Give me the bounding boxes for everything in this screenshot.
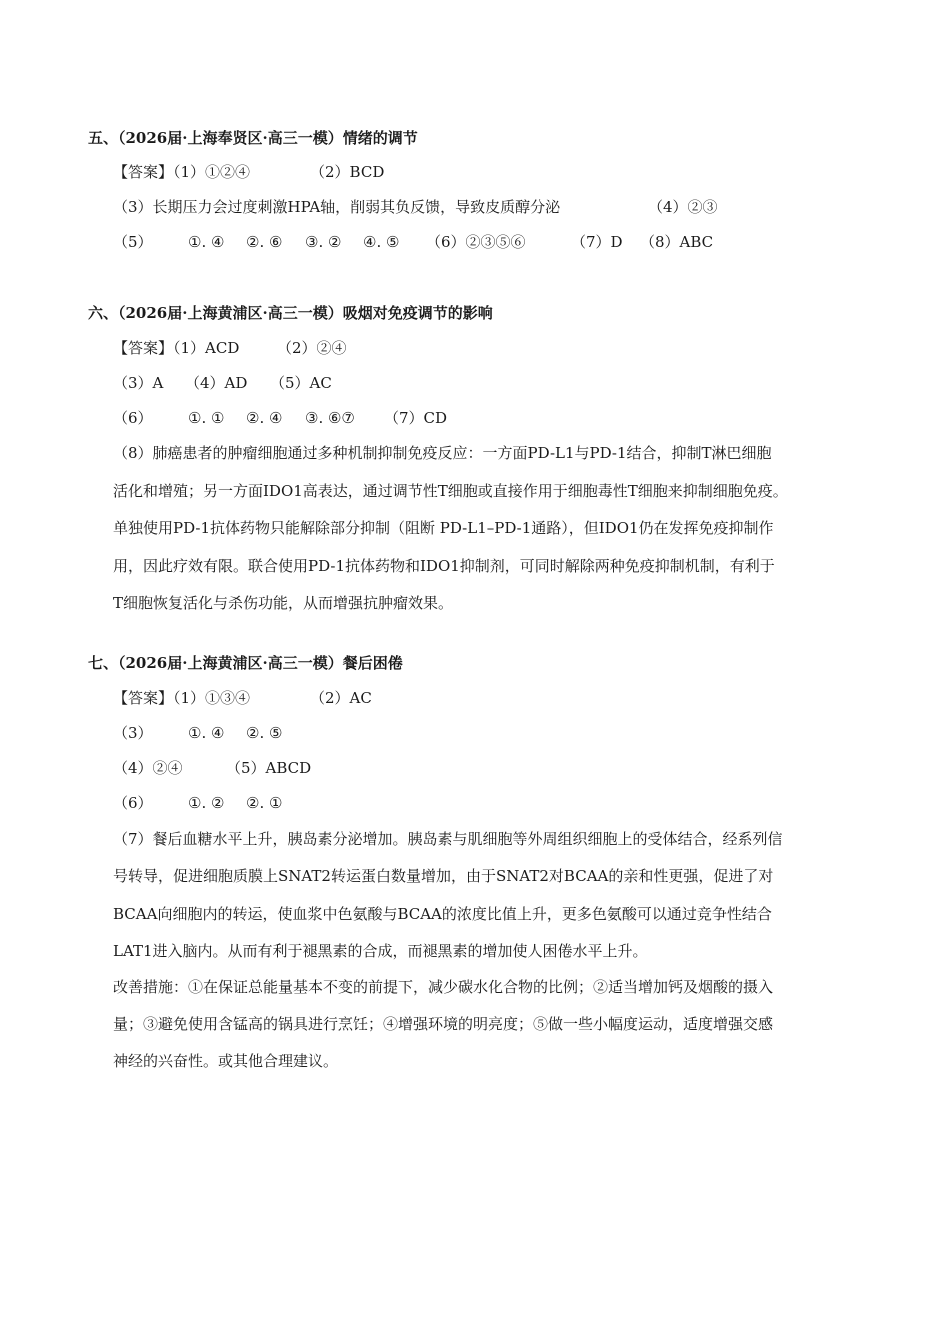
answer-text: （5）ABCD xyxy=(226,759,312,777)
answer-text: （6） xyxy=(113,409,153,427)
answer-text: ④. ⑤ xyxy=(363,233,400,251)
answer-text: （2）BCD xyxy=(310,163,385,181)
answer-text: （5）AC xyxy=(270,374,332,392)
section-6-para-line: 用，因此疗效有限。联合使用PD-1抗体药物和IDO1抑制剂，可同时解除两种免疫抑制机制，有利于 xyxy=(113,557,775,575)
answer-text: ①. ④ xyxy=(188,724,225,742)
answer-text: ③. ② xyxy=(305,233,342,251)
answer-text: ②. ① xyxy=(246,794,283,812)
section-6-heading: 六、（2026届·上海黄浦区·高三一模）吸烟对免疫调节的影响 xyxy=(88,304,493,322)
section-7-para-line: 量；③避免使用含锰高的锅具进行烹饪；④增强环境的明亮度；⑤做一些小幅度运动，适度增强交感 xyxy=(113,1015,774,1033)
answer-text: （3）A xyxy=(113,374,164,392)
answer-text: （4）②③ xyxy=(648,198,718,216)
section-7-heading: 七、（2026届·上海黄浦区·高三一模）餐后困倦 xyxy=(88,654,403,672)
section-5-heading: 五、（2026届·上海奉贤区·高三一模）情绪的调节 xyxy=(88,129,418,147)
answer-text: ①. ① xyxy=(188,409,225,427)
answer-text: （3） xyxy=(113,724,153,742)
section-7-para-line: （7）餐后血糖水平上升，胰岛素分泌增加。胰岛素与肌细胞等外周组织细胞上的受体结合，经系列信 xyxy=(113,830,783,848)
answer-text: 【答案】（1）①③④ xyxy=(113,689,251,707)
answer-text: （3）长期压力会过度刺激HPA轴，削弱其负反馈，导致皮质醇分泌 xyxy=(113,198,561,216)
answer-text: （2）②④ xyxy=(277,339,347,357)
answer-text: 【答案】（1）ACD xyxy=(113,339,240,357)
answer-text: （4）②④ xyxy=(113,759,183,777)
section-7-para-line: 号转导，促进细胞质膜上SNAT2转运蛋白数量增加，由于SNAT2对BCAA的亲和性更强，促进了对 xyxy=(113,867,774,885)
answer-text: （6） xyxy=(113,794,153,812)
answer-text: （7）D xyxy=(571,233,623,251)
answer-text: （6）②③⑤⑥ xyxy=(426,233,526,251)
section-7-para-line: 神经的兴奋性。或其他合理建议。 xyxy=(113,1052,339,1070)
answer-text: ①. ④ xyxy=(188,233,225,251)
answer-text: ②. ④ xyxy=(246,409,283,427)
section-7-para-line: LAT1进入脑内。从而有利于褪黑素的合成，而褪黑素的增加使人困倦水平上升。 xyxy=(113,942,648,960)
answer-text: ①. ② xyxy=(188,794,225,812)
section-6-para-line: T细胞恢复活化与杀伤功能，从而增强抗肿瘤效果。 xyxy=(113,594,454,612)
section-6-para-line: 单独使用PD-1抗体药物只能解除部分抑制（阻断 PD-L1–PD-1通路），但IDO1仍在发挥免疫抑制作 xyxy=(113,519,774,537)
answer-text: （2）AC xyxy=(310,689,372,707)
answer-text: （5） xyxy=(113,233,153,251)
section-7-para-line: BCAA向细胞内的转运，使血浆中色氨酸与BCAA的浓度比值上升，更多色氨酸可以通过竞争性结合 xyxy=(113,905,772,923)
answer-text: ③. ⑥⑦ xyxy=(305,409,355,427)
section-6-para-line: 活化和增殖；另一方面IDO1高表达，通过调节性T细胞或直接作用于细胞毒性T细胞来抑制细胞免疫。 xyxy=(113,482,788,500)
answer-text: （8）ABC xyxy=(640,233,714,251)
section-7-para-line: 改善措施：①在保证总能量基本不变的前提下，减少碳水化合物的比例；②适当增加钙及烟酸的摄入 xyxy=(113,978,774,996)
answer-text: （4）AD xyxy=(185,374,248,392)
answer-text: 【答案】（1）①②④ xyxy=(113,163,251,181)
answer-text: ②. ⑤ xyxy=(246,724,283,742)
answer-text: ②. ⑥ xyxy=(246,233,283,251)
section-6-para-line: （8）肺癌患者的肿瘤细胞通过多种机制抑制免疫反应：一方面PD-L1与PD-1结合，抑制T淋巴细胞 xyxy=(113,444,772,462)
answer-text: （7）CD xyxy=(384,409,448,427)
